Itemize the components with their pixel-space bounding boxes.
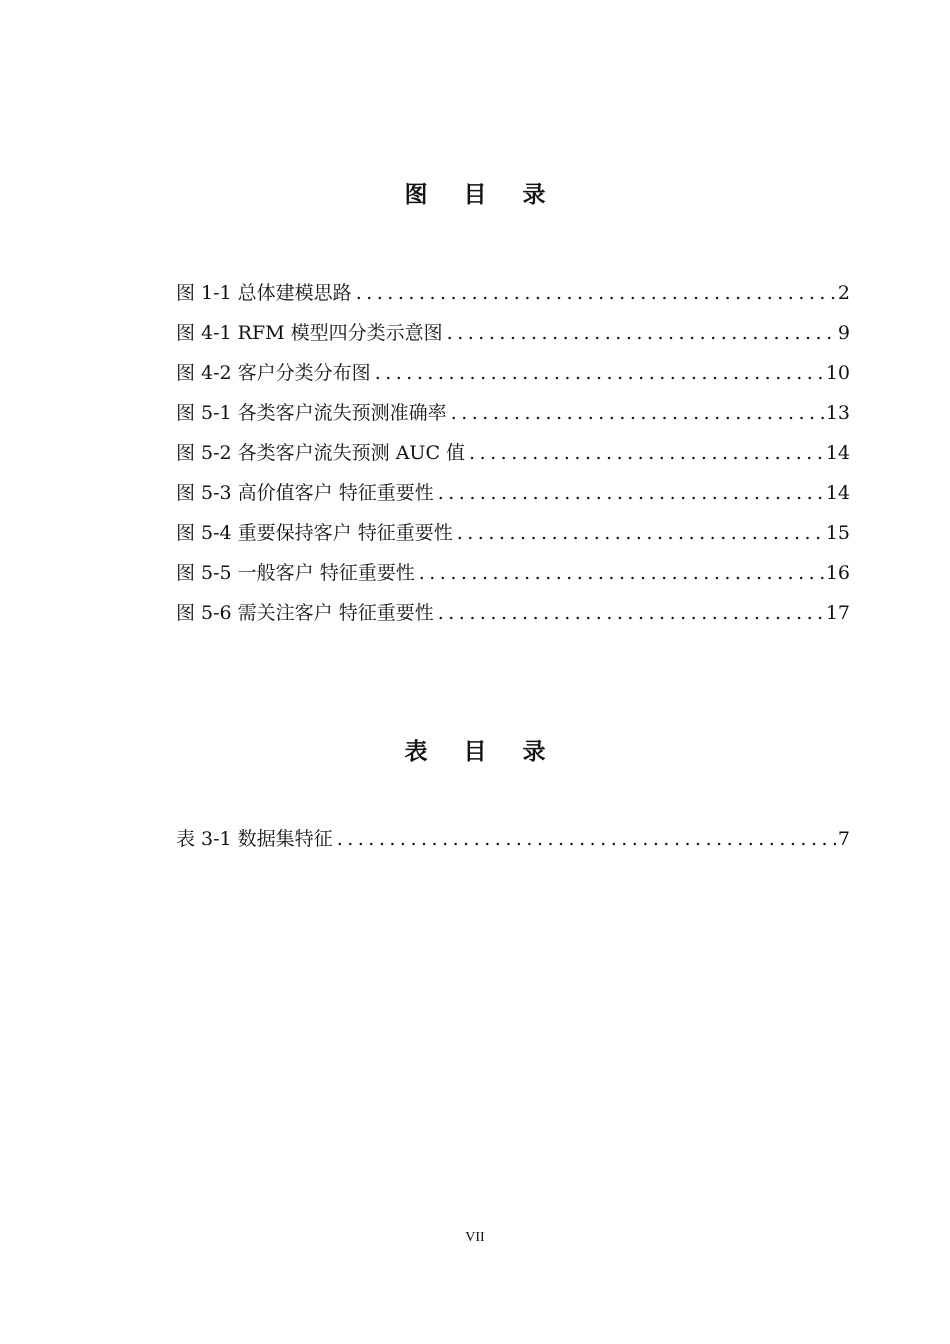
figure-list-title: 图 目 录 — [404, 182, 560, 208]
dot-leader — [469, 433, 824, 473]
entry-label: 图 5-3 高价值客户 特征重要性 — [176, 482, 434, 504]
figure-entry[interactable] — [176, 313, 850, 353]
page-number: VII — [465, 1230, 485, 1245]
entry-page-number: 10 — [825, 362, 850, 384]
dot-leader — [419, 553, 824, 593]
entry-page-number: 16 — [825, 562, 850, 584]
figure-entry[interactable] — [176, 473, 850, 513]
dot-leader — [447, 313, 836, 353]
entry-label: 图 5-5 一般客户 特征重要性 — [176, 562, 415, 584]
entry-label: 图 1-1 总体建模思路 — [176, 282, 352, 304]
dot-leader — [375, 353, 824, 393]
dot-leader — [438, 473, 824, 513]
table-entry[interactable] — [176, 819, 850, 859]
entry-label: 表 3-1 数据集特征 — [176, 828, 333, 850]
entry-label: 图 5-4 重要保持客户 特征重要性 — [176, 522, 453, 544]
dot-leader — [457, 513, 824, 553]
entry-page-number: 13 — [825, 402, 850, 424]
entry-label: 图 4-1 RFM 模型四分类示意图 — [176, 322, 443, 344]
entry-page-number: 14 — [825, 442, 850, 464]
figure-list — [176, 273, 850, 633]
dot-leader — [438, 593, 824, 633]
table-list-title: 表 目 录 — [404, 739, 560, 765]
figure-entry[interactable] — [176, 273, 850, 313]
entry-page-number: 17 — [825, 602, 850, 624]
figure-entry[interactable] — [176, 353, 850, 393]
entry-page-number: 9 — [837, 322, 850, 344]
dot-leader — [451, 393, 824, 433]
table-list — [176, 819, 850, 859]
figure-entry[interactable] — [176, 433, 850, 473]
figure-entry[interactable] — [176, 393, 850, 433]
figure-entry[interactable] — [176, 593, 850, 633]
entry-label: 图 5-6 需关注客户 特征重要性 — [176, 602, 434, 624]
figure-entry[interactable] — [176, 513, 850, 553]
entry-page-number: 14 — [825, 482, 850, 504]
entry-label: 图 4-2 客户分类分布图 — [176, 362, 371, 384]
dot-leader — [356, 273, 836, 313]
figure-entry[interactable] — [176, 553, 850, 593]
entry-label: 图 5-1 各类客户流失预测准确率 — [176, 402, 447, 424]
entry-page-number: 15 — [825, 522, 850, 544]
entry-label: 图 5-2 各类客户流失预测 AUC 值 — [176, 442, 466, 464]
dot-leader — [337, 819, 836, 859]
entry-page-number: 2 — [837, 282, 850, 304]
entry-page-number: 7 — [837, 828, 850, 850]
